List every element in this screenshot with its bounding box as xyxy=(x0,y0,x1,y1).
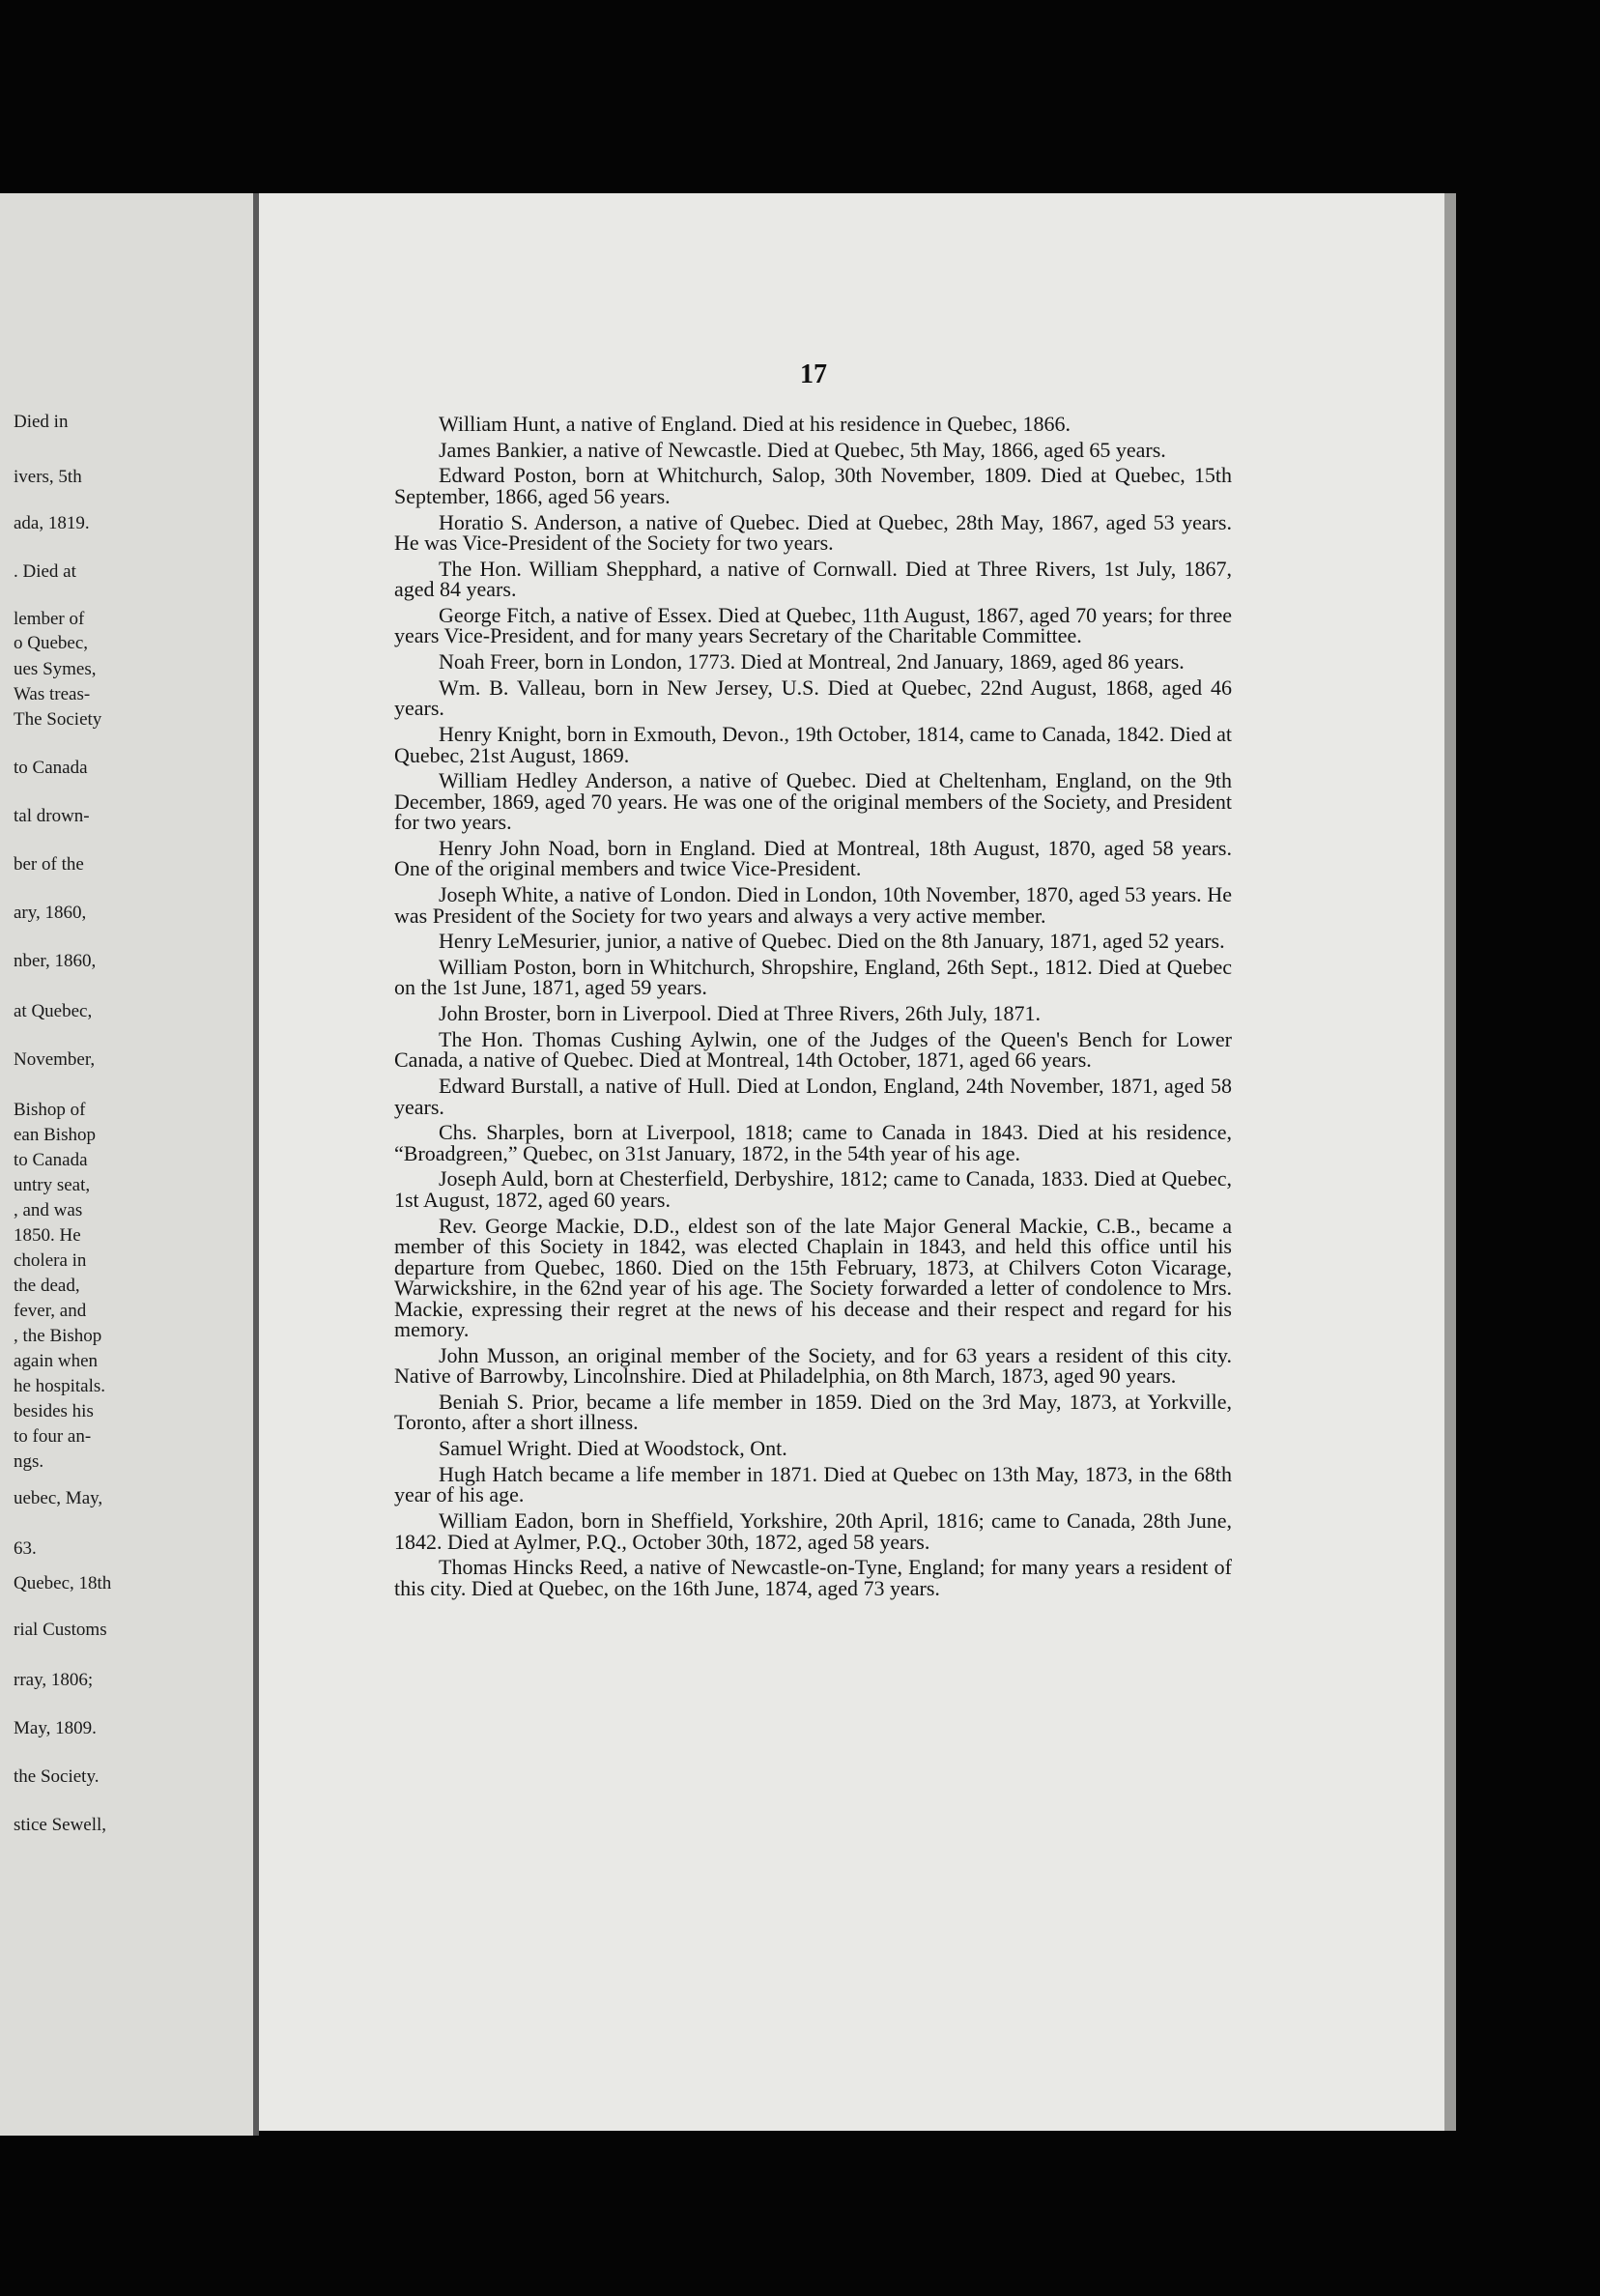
obituary-entry: William Hunt, a native of England. Died at his residence in Quebec, 1866. xyxy=(439,412,1071,436)
left-line: ngs. xyxy=(14,1451,44,1472)
left-line: November, xyxy=(14,1049,96,1070)
left-line: nber, 1860, xyxy=(14,951,97,971)
left-line: the Society. xyxy=(14,1766,100,1787)
obituary-entry: James Bankier, a native of Newcastle. Died at Quebec, 5th May, 1866, aged 65 years. xyxy=(439,437,1166,462)
obituary-entry: George Fitch, a native of Essex. Died at Quebec, 11th August, 1867, aged 70 years; for three years Vice-President, and for many years Secretary of the Charitable Committee. xyxy=(394,602,1232,648)
left-line: lember of xyxy=(14,609,85,629)
left-line: he hospitals. xyxy=(14,1376,105,1396)
left-line: o Quebec, xyxy=(14,633,89,653)
left-line: uebec, May, xyxy=(14,1488,103,1508)
obituary-entry: William Hedley Anderson, a native of Quebec. Died at Cheltenham, England, on the 9th December, 1869, aged 70 years. He was one of the original members of the Society, and President for two years. xyxy=(394,768,1232,835)
left-line: cholera in xyxy=(14,1250,87,1271)
left-line: to four an- xyxy=(14,1426,92,1447)
left-line: again when xyxy=(14,1351,99,1371)
left-line: Died in xyxy=(14,412,69,432)
obituary-entry: Henry Knight, born in Exmouth, Devon., 19th October, 1814, came to Canada, 1842. Died at Quebec, 21st August, 1869. xyxy=(394,722,1232,767)
left-line: untry seat, xyxy=(14,1175,91,1195)
left-line: the dead, xyxy=(14,1276,80,1296)
left-line: ary, 1860, xyxy=(14,903,87,923)
obituary-entry: Horatio S. Anderson, a native of Quebec. Died at Quebec, 28th May, 1867, aged 53 years. He was Vice-President of the Society for two years. xyxy=(394,509,1232,556)
obituary-entry: The Hon. William Shepphard, a native of Cornwall. Died at Three Rivers, 1st July, 1867, aged 84 years. xyxy=(394,556,1232,602)
left-line: ada, 1819. xyxy=(14,513,90,533)
obituary-entry: Edward Burstall, a native of Hull. Died at London, England, 24th November, 1871, aged 58 years. xyxy=(394,1074,1232,1119)
page-number: 17 xyxy=(800,359,827,389)
obituary-entry: Edward Poston, born at Whitchurch, Salop, 30th November, 1809. Died at Quebec, 15th September, 1866, aged 56 years. xyxy=(394,463,1232,508)
page-edge xyxy=(1444,193,1456,2131)
obituary-entry: Rev. George Mackie, D.D., eldest son of the late Major General Mackie, C.B., became a member of this Society in 1842, was elected Chaplain in 1843, and held this office until his departure from Quebec, 1860. Died on the 15th February, 1873, at Chilvers Coton Vicarage, Warwickshire, in the 62nd year of his age. The Society forwarded a letter of condolence to Mrs. Mackie, expressing their regret at the news of his decease and their respect and regard for his memory. xyxy=(394,1213,1232,1342)
page xyxy=(259,193,1444,2131)
obituary-entry: Joseph Auld, born at Chesterfield, Derbyshire, 1812; came to Canada, 1833. Died at Quebec, 1st August, 1872, aged 60 years. xyxy=(394,1166,1232,1212)
left-line: ivers, 5th xyxy=(14,467,82,487)
obituary-entry: John Musson, an original member of the Society, and for 63 years a resident of this city. Native of Barrowby, Lincolnshire. Died at Philadelphia, on 8th March, 1873, aged 90 years. xyxy=(394,1342,1232,1389)
left-line: rray, 1806; xyxy=(14,1670,94,1690)
left-line: , the Bishop xyxy=(14,1326,102,1346)
left-page-fragment xyxy=(0,193,253,2136)
obituary-list xyxy=(394,414,1232,1603)
obituary-entry: Samuel Wright. Died at Woodstock, Ont. xyxy=(439,1436,787,1461)
left-line: 63. xyxy=(14,1538,37,1559)
left-line: besides his xyxy=(14,1401,94,1421)
left-line: ber of the xyxy=(14,854,84,875)
obituary-entry: Beniah S. Prior, became a life member in 1859. Died on the 3rd May, 1873, at Yorkville, Toronto, after a short illness. xyxy=(394,1389,1232,1435)
obituary-entry: Joseph White, a native of London. Died in London, 10th November, 1870, aged 53 years. He was President of the Society for two years and always a very active member. xyxy=(394,882,1232,928)
left-line: to Canada xyxy=(14,758,88,778)
obituary-entry: Noah Freer, born in London, 1773. Died at Montreal, 2nd January, 1869, aged 86 years. xyxy=(439,649,1185,674)
left-line: tal drown- xyxy=(14,806,90,826)
obituary-entry: Chs. Sharples, born at Liverpool, 1818; came to Canada in 1843. Died at his residence, “Broadgreen,” Quebec, on 31st January, 1872, in the 54th year of his age. xyxy=(394,1120,1232,1165)
left-line: Was treas- xyxy=(14,684,91,704)
left-line: to Canada xyxy=(14,1150,88,1170)
obituary-entry: Thomas Hincks Reed, a native of Newcastle-on-Tyne, England; for many years a resident of this city. Died at Quebec, on the 16th June, 1874, aged 73 years. xyxy=(394,1555,1232,1600)
left-line: ues Symes, xyxy=(14,659,97,679)
obituary-entry: John Broster, born in Liverpool. Died at Three Rivers, 26th July, 1871. xyxy=(439,1001,1041,1026)
left-line: ean Bishop xyxy=(14,1125,96,1145)
left-line: 1850. He xyxy=(14,1225,81,1246)
left-line: stice Sewell, xyxy=(14,1815,107,1835)
obituary-entry: William Eadon, born in Sheffield, Yorkshire, 20th April, 1816; came to Canada, 28th June, 1842. Died at Aylmer, P.Q., October 30th, 1872, aged 58 years. xyxy=(394,1508,1232,1554)
left-line: The Society xyxy=(14,709,102,730)
obituary-entry: Henry LeMesurier, junior, a native of Quebec. Died on the 8th January, 1871, aged 52 years. xyxy=(439,929,1225,954)
left-line: May, 1809. xyxy=(14,1718,97,1738)
obituary-entry: The Hon. Thomas Cushing Aylwin, one of the Judges of the Queen's Bench for Lower Canada, a native of Quebec. Died at Montreal, 14th October, 1871, aged 66 years. xyxy=(394,1026,1232,1073)
obituary-entry: Henry John Noad, born in England. Died at Montreal, 18th August, 1870, aged 58 years. One of the original members and twice Vice-President. xyxy=(394,835,1232,881)
obituary-entry: William Poston, born in Whitchurch, Shropshire, England, 26th Sept., 1812. Died at Quebec on the 1st June, 1871, aged 59 years. xyxy=(394,954,1232,1000)
left-line: at Quebec, xyxy=(14,1001,93,1021)
left-line: , and was xyxy=(14,1200,83,1220)
left-line: . Died at xyxy=(14,561,76,582)
left-line: Bishop of xyxy=(14,1100,86,1120)
obituary-entry: Wm. B. Valleau, born in New Jersey, U.S. Died at Quebec, 22nd August, 1868, aged 46 years. xyxy=(394,674,1232,721)
obituary-entry: Hugh Hatch became a life member in 1871. Died at Quebec on 13th May, 1873, in the 68th year of his age. xyxy=(394,1461,1232,1507)
left-line: rial Customs xyxy=(14,1620,107,1640)
left-line: fever, and xyxy=(14,1301,87,1321)
left-line: Quebec, 18th xyxy=(14,1573,112,1593)
